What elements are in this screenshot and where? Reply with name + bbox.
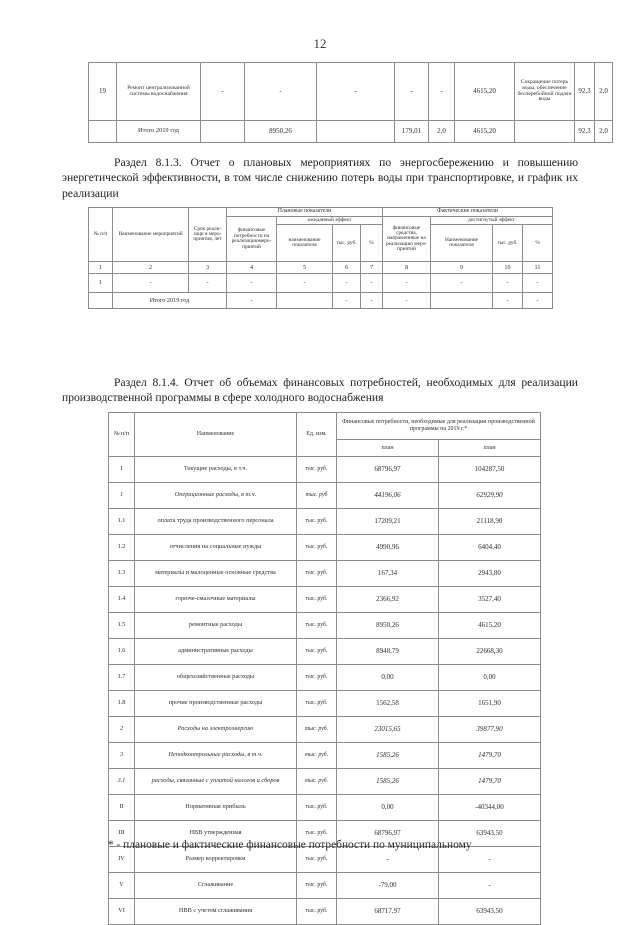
table-row	[109, 639, 541, 665]
row-name: оплата труда производственного персонала	[135, 509, 297, 535]
table-row	[109, 795, 541, 821]
row-unit: тыс. руб.	[297, 613, 337, 639]
total-cell-5	[277, 293, 333, 309]
row-c10: 92,3	[575, 63, 595, 121]
col-plan1-header: план	[337, 440, 439, 457]
row-name: Неподконтрольные расходы, в т.ч.	[135, 743, 297, 769]
col-name-header: Наименование мероприятий	[113, 208, 189, 262]
table-row	[109, 535, 541, 561]
row-no: 1.8	[109, 691, 135, 717]
row-no: 1.4	[109, 587, 135, 613]
row-name: Текущие расходы, в т.ч.	[135, 457, 297, 483]
row-no: 1.3	[109, 561, 135, 587]
table-row	[109, 587, 541, 613]
row-plan2: 1479,70	[439, 743, 541, 769]
row-name: прочие производственные расходы	[135, 691, 297, 717]
table-row	[89, 274, 553, 293]
colnum-8: 8	[383, 262, 431, 274]
section-813-heading	[62, 155, 578, 201]
table-row	[109, 743, 541, 769]
colnum-3: 3	[189, 262, 227, 274]
row-name: НВВ с учетом сглаживания	[135, 899, 297, 925]
row-c8: 4615,20	[455, 63, 515, 121]
col-no-header: № п/п	[89, 208, 113, 262]
table-row	[109, 561, 541, 587]
row-plan2: 0,00	[439, 665, 541, 691]
total-c10: 92,3	[575, 121, 595, 143]
page-number: 12	[313, 36, 327, 51]
row-plan2: 1479,70	[439, 769, 541, 795]
table-row	[109, 769, 541, 795]
row-cell-10: -	[493, 274, 523, 293]
row-unit: тыс. руб.	[297, 795, 337, 821]
total-cell-6: -	[333, 293, 361, 309]
row-unit: тыс. руб	[297, 483, 337, 509]
row-plan2: 104287,50	[439, 457, 541, 483]
row-no: 3	[109, 743, 135, 769]
col-expected-header: ожидаемый эффект	[277, 216, 383, 224]
row-name: Нормативная прибыль	[135, 795, 297, 821]
row-unit: тыс. руб.	[297, 873, 337, 899]
row-plan2: 1651,90	[439, 691, 541, 717]
row-plan1: 1562,58	[337, 691, 439, 717]
row-plan1: -	[337, 847, 439, 873]
row-name: ремонтные расходы	[135, 613, 297, 639]
table-row	[89, 63, 613, 121]
col-pct-fact-header: %	[523, 225, 553, 262]
row-unit: тыс. руб.	[297, 717, 337, 743]
row-unit: тыс. руб.	[297, 535, 337, 561]
row-no: 1.1	[109, 509, 135, 535]
row-no: 1	[109, 483, 135, 509]
colnum-5: 5	[277, 262, 333, 274]
row-unit: тыс. руб.	[297, 587, 337, 613]
row-plan2: -	[439, 847, 541, 873]
table-row-total	[89, 293, 553, 309]
row-plan1: 2366,92	[337, 587, 439, 613]
row-plan2: 63943,50	[439, 821, 541, 847]
col-thous-plan-header: тыс. руб.	[333, 225, 361, 262]
section-814-heading-text: Раздел 8.1.4. Отчет об объемах финансовых потребностей, необходимых для реализации производственной программы в сфере холодного водоснабжения	[62, 376, 578, 405]
row-unit: тыс. руб.	[297, 743, 337, 769]
section-813-heading-text: Раздел 8.1.3. Отчет о плановых мероприятиях по энергосбережению и повышению энергетической эффективности, в том числе снижению потерь воды при транспортировке, и график их реализации	[62, 156, 578, 200]
row-plan1: 4990,96	[337, 535, 439, 561]
row-no: 1.6	[109, 639, 135, 665]
row-c6: -	[395, 63, 429, 121]
row-no: 2	[109, 717, 135, 743]
row-name: Сглаживание	[135, 873, 297, 899]
col-ind-name-fact-header: Наименование показателя	[431, 225, 493, 262]
colnum-9: 9	[431, 262, 493, 274]
row-plan2: 4615,20	[439, 613, 541, 639]
col-thous-fact-header: тыс. руб.	[493, 225, 523, 262]
row-name: Операционные расходы, в т.ч.	[135, 483, 297, 509]
row-unit: тыс. руб.	[297, 821, 337, 847]
row-no: 1.5	[109, 613, 135, 639]
total-c11: 2,0	[595, 121, 613, 143]
row-name: материалы и малоценные основные средства	[135, 561, 297, 587]
colnum-4: 4	[227, 262, 277, 274]
total-cell-4: -	[227, 293, 277, 309]
table-row	[109, 665, 541, 691]
row-no: 1.2	[109, 535, 135, 561]
row-unit: тыс. руб.	[297, 847, 337, 873]
row-cell-3: -	[189, 274, 227, 293]
table-row	[109, 899, 541, 925]
group-fact-header: Фактические показатели	[383, 208, 553, 217]
row-plan1: 1585,26	[337, 743, 439, 769]
row-plan1: -79,00	[337, 873, 439, 899]
row-cell-5: -	[277, 274, 333, 293]
row-c5: -	[317, 63, 395, 121]
col-plan2-header: план	[439, 440, 541, 457]
row-name: Ремонт централизованной системы водоснабжения	[117, 63, 201, 121]
row-plan2: 21118,90	[439, 509, 541, 535]
row-unit: тыс. руб.	[297, 665, 337, 691]
total-c5	[317, 121, 395, 143]
col-no-header: № п/п	[109, 413, 135, 457]
col-fin-need-header: финансовые потребности на реализациюмероприятий	[227, 216, 277, 261]
row-no: VI	[109, 899, 135, 925]
row-name: административные расходы	[135, 639, 297, 665]
total-c4: 8950,26	[245, 121, 317, 143]
row-no: IV	[109, 847, 135, 873]
row-plan1: 0,00	[337, 665, 439, 691]
row-plan1: 8948,79	[337, 639, 439, 665]
row-c7: -	[429, 63, 455, 121]
row-unit: тыс. руб.	[297, 561, 337, 587]
row-plan1: 68717,97	[337, 899, 439, 925]
total-name: Итого 2019 год	[117, 121, 201, 143]
row-c3: -	[201, 63, 245, 121]
total-c3	[201, 121, 245, 143]
row-no: II	[109, 795, 135, 821]
total-cell-11: -	[523, 293, 553, 309]
total-cell-9	[431, 293, 493, 309]
colnum-6: 6	[333, 262, 361, 274]
row-plan1: 0,00	[337, 795, 439, 821]
row-plan2: 62929,90	[439, 483, 541, 509]
table-row	[109, 691, 541, 717]
col-name-header: Наименование	[135, 413, 297, 457]
row-unit: тыс. руб.	[297, 509, 337, 535]
row-unit: тыс. руб.	[297, 899, 337, 925]
header-row-top	[109, 413, 541, 440]
row-unit: тыс. руб.	[297, 457, 337, 483]
total-cell-7: -	[361, 293, 383, 309]
total-c8: 4615,20	[455, 121, 515, 143]
row-cell-7: -	[361, 274, 383, 293]
total-c7: 2,0	[429, 121, 455, 143]
col-term-header: Срок реализaци я мероприятия, лет	[189, 208, 227, 262]
total-label: Итого 2019 год	[113, 293, 227, 309]
col-achieved-header: достигнутый эффект	[431, 216, 553, 224]
row-unit: тыс. руб.	[297, 769, 337, 795]
row-c11: 2,0	[595, 63, 613, 121]
group-plan-header: Плановые показатели	[227, 208, 383, 217]
colnum-11: 11	[523, 262, 553, 274]
row-no: V	[109, 873, 135, 899]
footnote-text: * - плановые и фактические финансовые потребности по муниципальному	[108, 839, 472, 851]
row-plan1: 17209,21	[337, 509, 439, 535]
row-no: 19	[89, 63, 117, 121]
row-cell-11: -	[523, 274, 553, 293]
section-814-heading	[62, 375, 578, 406]
row-plan2: -	[439, 873, 541, 899]
colnum-2: 2	[113, 262, 189, 274]
table-row	[109, 483, 541, 509]
row-name: расходы, связанные с уплатой налогов и сборов	[135, 769, 297, 795]
row-cell-2: -	[113, 274, 189, 293]
table-row	[109, 457, 541, 483]
row-no: 3.1	[109, 769, 135, 795]
row-plan2: 63943,50	[439, 899, 541, 925]
row-name: отчисления на социальные нужды	[135, 535, 297, 561]
row-cell-8: -	[383, 274, 431, 293]
planned-measures-table	[88, 207, 553, 309]
row-cell-6: -	[333, 274, 361, 293]
row-plan2: 39877,90	[439, 717, 541, 743]
table-row	[109, 613, 541, 639]
row-unit: тыс. руб.	[297, 691, 337, 717]
row-plan1: 1585,26	[337, 769, 439, 795]
row-plan2: -40344,00	[439, 795, 541, 821]
col-fin-group-header: Финансовые потребности, необходимые для реализации производственной программы на 2019 г.*	[337, 413, 541, 440]
measures-continuation-table	[88, 62, 613, 143]
row-plan1: 23015,65	[337, 717, 439, 743]
col-pct-plan-header: %	[361, 225, 383, 262]
row-no: I	[109, 457, 135, 483]
row-plan2: 2943,80	[439, 561, 541, 587]
col-ind-name-plan-header: наименование показателя	[277, 225, 333, 262]
col-fin-means-header: финансовые средства, направленные на реализацию мероприятий	[383, 216, 431, 261]
table-row	[109, 717, 541, 743]
colnum-10: 10	[493, 262, 523, 274]
table-row-total	[89, 121, 613, 143]
total-no	[89, 121, 117, 143]
row-cell-1: 1	[89, 274, 113, 293]
row-plan1: 167,34	[337, 561, 439, 587]
row-c4: -	[245, 63, 317, 121]
row-name: Расходы на электроэнергию	[135, 717, 297, 743]
footnote	[62, 838, 578, 853]
row-name: НВВ утвержденная	[135, 821, 297, 847]
row-plan2: 3527,40	[439, 587, 541, 613]
table-row	[109, 873, 541, 899]
colnum-1: 1	[89, 262, 113, 274]
row-cell-4: -	[227, 274, 277, 293]
row-plan1: 8950,26	[337, 613, 439, 639]
row-no: 1.7	[109, 665, 135, 691]
row-plan1: 44196,06	[337, 483, 439, 509]
colnum-7: 7	[361, 262, 383, 274]
row-name: горюче-смазочные материалы	[135, 587, 297, 613]
row-no: III	[109, 821, 135, 847]
row-plan2: 22668,30	[439, 639, 541, 665]
table-row	[109, 509, 541, 535]
row-name: общехозяйственные расходы	[135, 665, 297, 691]
col-unit-header: Ед. изм.	[297, 413, 337, 457]
row-c9: Сокращение потерь воды, обеспечение бесперебойной подачи воды	[515, 63, 575, 121]
total-c6: 179,01	[395, 121, 429, 143]
total-c9	[515, 121, 575, 143]
row-name: Размер корректировки	[135, 847, 297, 873]
total-cell-8: -	[383, 293, 431, 309]
total-cell-10: -	[493, 293, 523, 309]
total-cell-1	[89, 293, 113, 309]
row-plan1: 68796,97	[337, 821, 439, 847]
row-plan1: 68796,97	[337, 457, 439, 483]
header-row-groups	[89, 208, 553, 217]
row-cell-9: -	[431, 274, 493, 293]
row-plan2: 6404,40	[439, 535, 541, 561]
column-numbering-row	[89, 262, 553, 274]
row-unit: тыс. руб.	[297, 639, 337, 665]
